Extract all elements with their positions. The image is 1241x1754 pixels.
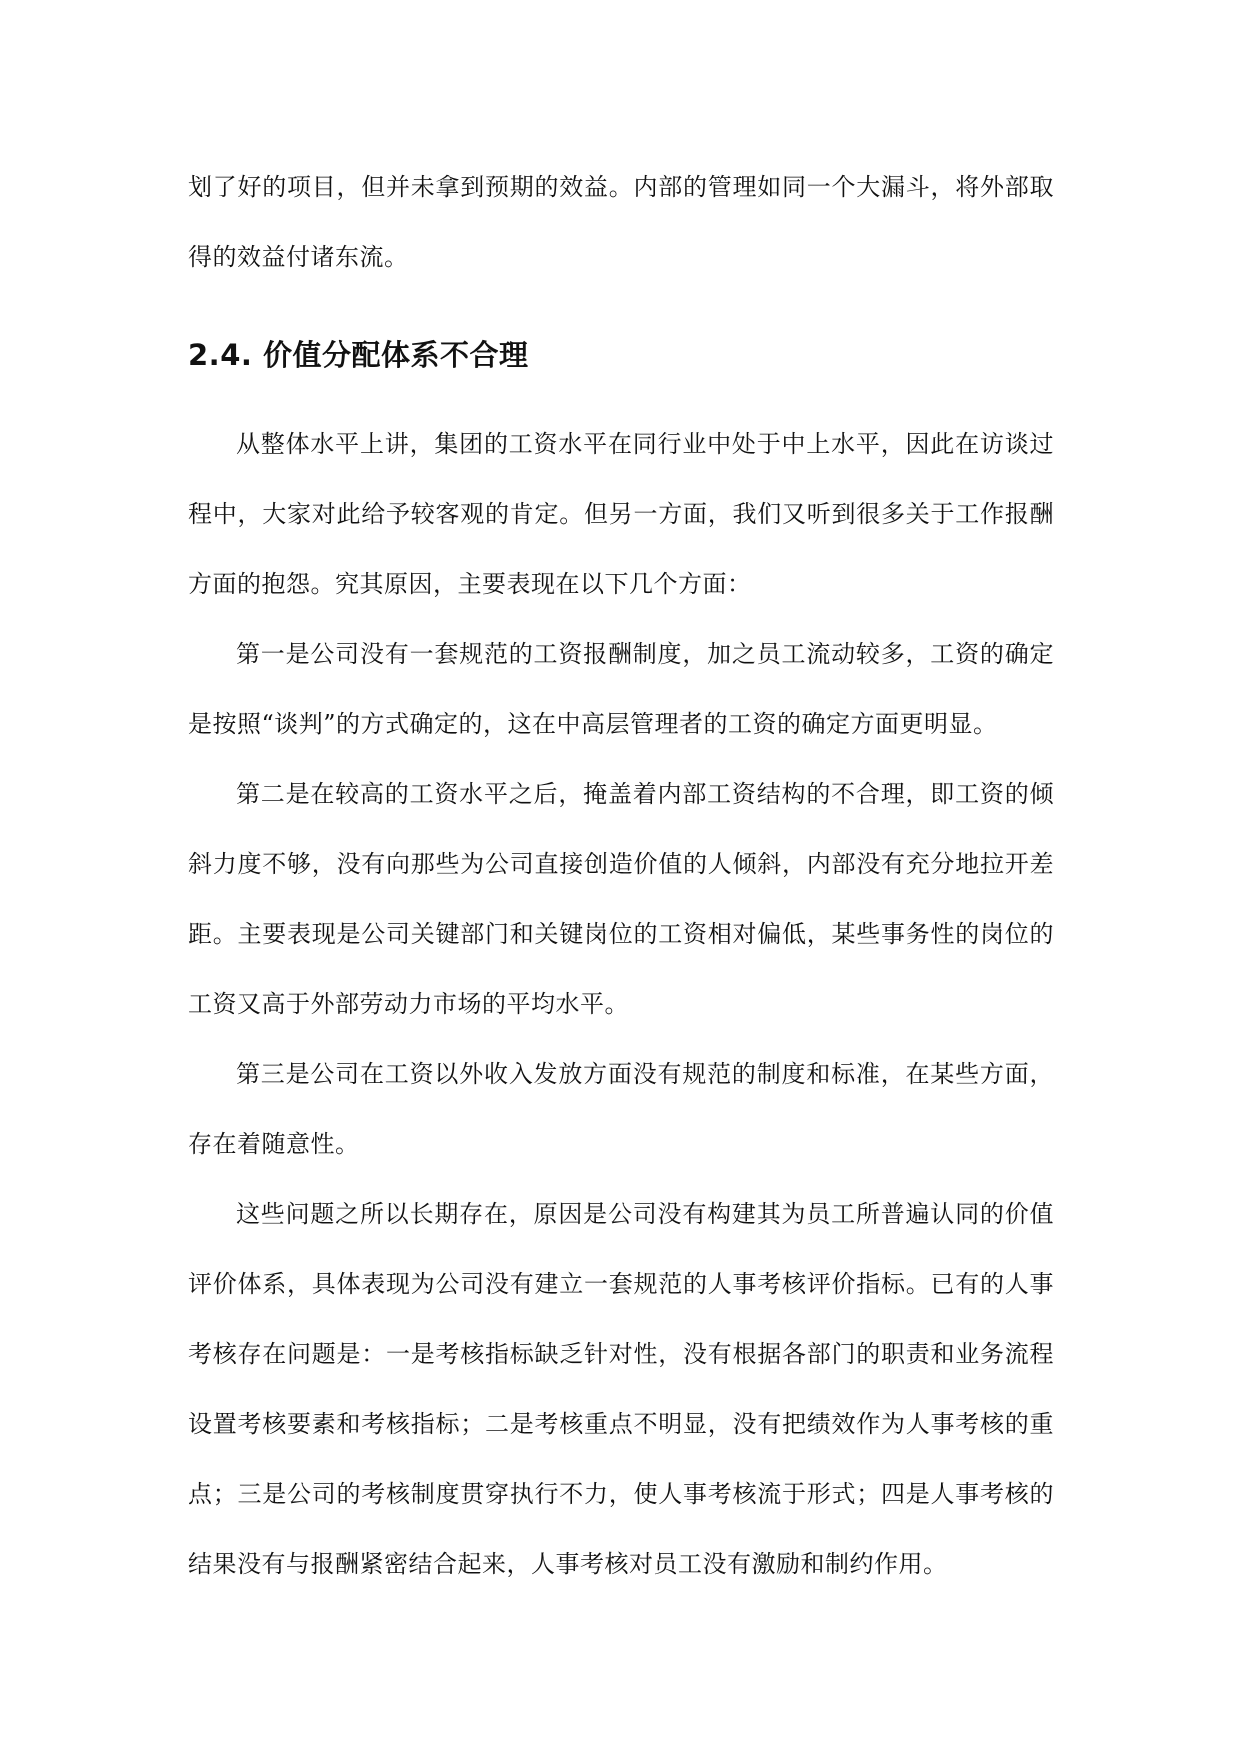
paragraph-1: 从整体水平上讲，集团的工资水平在同行业中处于中上水平，因此在访谈过程中，大家对此给予较客观的肯定。但另一方面，我们又听到很多关于工作报酬方面的抱怨。究其原因，主要表现在以下几个方面： [188, 430, 1054, 598]
paragraph-5: 这些问题之所以长期存在，原因是公司没有构建其为员工所普遍认同的价值评价体系，具体表现为公司没有建立一套规范的人事考核评价指标。已有的人事考核存在问题是：一是考核指标缺乏针对性，没有根据各部门的职责和业务流程设置考核要素和考核指标；二是考核重点不明显，没有把绩效作为人事考核的重点；三是公司的考核制度贯穿执行不力，使人事考核流于形式；四是人事考核的结果没有与报酬紧密结合起来，人事考核对员工没有激励和制约作用。 [188, 1200, 1054, 1578]
paragraph-4: 第三是公司在工资以外收入发放方面没有规范的制度和标准，在某些方面，存在着随意性。 [188, 1060, 1054, 1158]
spacer [188, 375, 1054, 409]
paragraph-continuation: 划了好的项目，但并未拿到预期的效益。内部的管理如同一个大漏斗，将外部取得的效益付诸东流。 [188, 173, 1054, 271]
paragraph-2: 第一是公司没有一套规范的工资报酬制度，加之员工流动较多，工资的确定是按照“谈判”的方式确定的，这在中高层管理者的工资的确定方面更明显。 [188, 640, 1054, 738]
page-content [188, 152, 1054, 1599]
section-heading: 2.4. 价值分配体系不合理 [188, 338, 529, 372]
spacer [188, 292, 1054, 335]
paragraph-3: 第二是在较高的工资水平之后，掩盖着内部工资结构的不合理，即工资的倾斜力度不够，没有向那些为公司直接创造价值的人倾斜，内部没有充分地拉开差距。主要表现是公司关键部门和关键岗位的工资相对偏低，某些事务性的岗位的工资又高于外部劳动力市场的平均水平。 [188, 780, 1054, 1018]
